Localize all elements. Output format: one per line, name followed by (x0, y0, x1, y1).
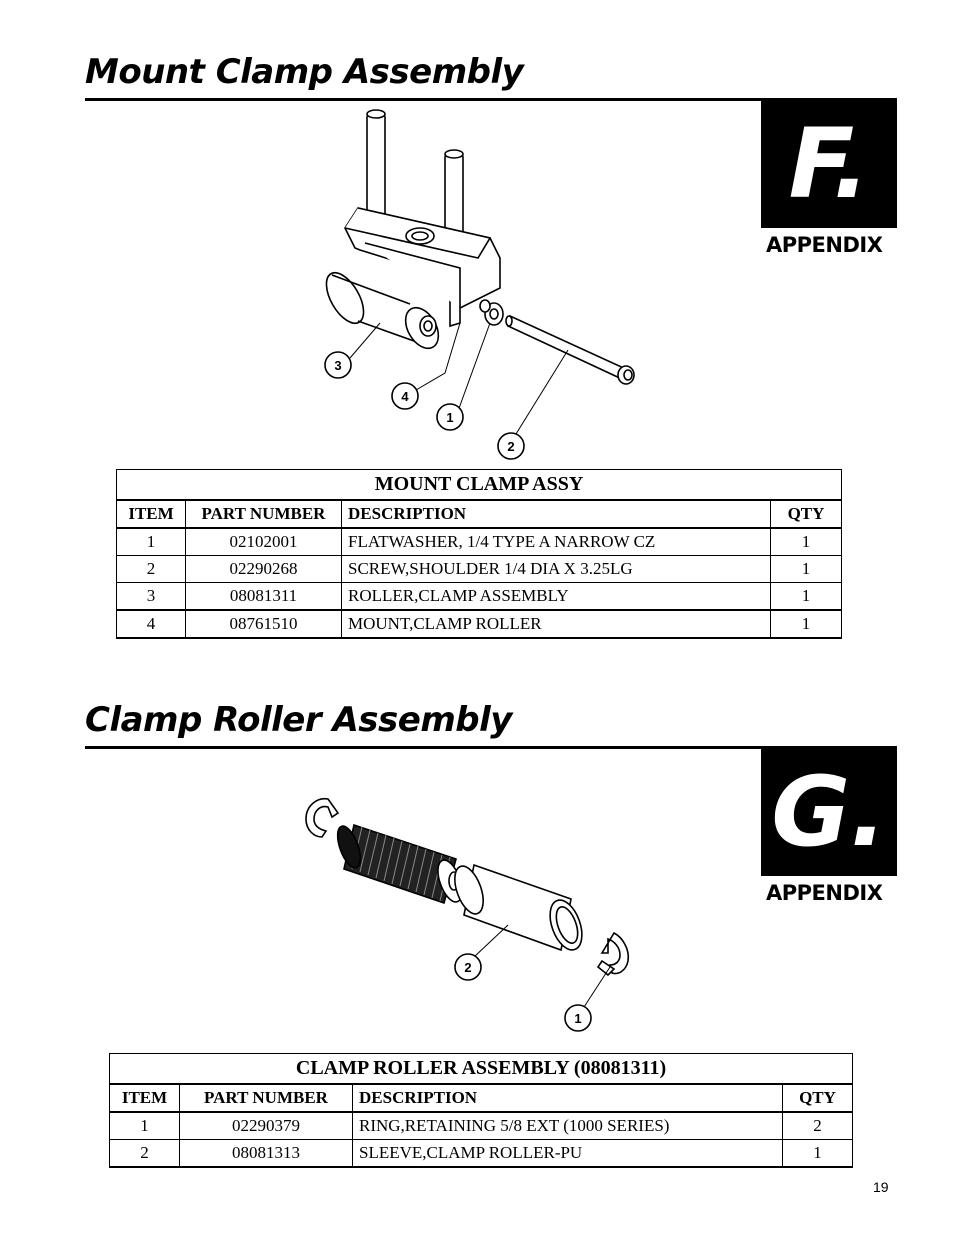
svg-text:2: 2 (464, 960, 472, 975)
svg-text:3: 3 (334, 358, 342, 373)
cell-item: 2 (117, 556, 186, 583)
svg-text:1: 1 (574, 1011, 582, 1026)
cell-part-number: 08081311 (186, 583, 342, 611)
cell-part-number: 02290268 (186, 556, 342, 583)
cell-qty: 1 (771, 528, 842, 556)
col-header-part-number: PART NUMBER (180, 1084, 353, 1112)
cell-qty: 1 (771, 610, 842, 638)
cell-item: 1 (117, 528, 186, 556)
cell-description: SLEEVE,CLAMP ROLLER-PU (353, 1140, 783, 1168)
table-row (117, 528, 842, 556)
col-header-item: ITEM (117, 500, 186, 528)
table-row (117, 583, 842, 611)
table-row (117, 610, 842, 638)
svg-text:1: 1 (446, 410, 454, 425)
table-caption: MOUNT CLAMP ASSY (117, 470, 842, 501)
col-header-description: DESCRIPTION (353, 1084, 783, 1112)
cell-description: ROLLER,CLAMP ASSEMBLY (342, 583, 771, 611)
clamp-roller-parts-table (109, 1053, 853, 1168)
cell-qty: 1 (771, 556, 842, 583)
cell-part-number: 08081313 (180, 1140, 353, 1168)
cell-item: 1 (110, 1112, 180, 1140)
cell-description: FLATWASHER, 1/4 TYPE A NARROW CZ (342, 528, 771, 556)
mount-clamp-parts-table (116, 469, 842, 639)
callout-1 (437, 404, 463, 430)
cell-item: 3 (117, 583, 186, 611)
clamp-roller-diagram (296, 785, 646, 1040)
cell-item: 4 (117, 610, 186, 638)
table-row (110, 1140, 853, 1168)
cell-qty: 2 (783, 1112, 853, 1140)
svg-text:4: 4 (401, 389, 409, 404)
callout-2 (455, 954, 481, 980)
col-header-qty: QTY (771, 500, 842, 528)
cell-description: SCREW,SHOULDER 1/4 DIA X 3.25LG (342, 556, 771, 583)
table-caption: CLAMP ROLLER ASSEMBLY (08081311) (110, 1054, 853, 1085)
callout-4 (392, 383, 418, 409)
callout-1 (565, 1005, 591, 1031)
appendix-tab-f: F. (761, 100, 897, 228)
mount-clamp-diagram (310, 108, 650, 468)
svg-text:2: 2 (507, 439, 515, 454)
cell-qty: 1 (771, 583, 842, 611)
cell-description: MOUNT,CLAMP ROLLER (342, 610, 771, 638)
appendix-label-g: APPENDIX (766, 881, 883, 905)
col-header-item: ITEM (110, 1084, 180, 1112)
cell-part-number: 02290379 (180, 1112, 353, 1140)
section-title-mount-clamp: Mount Clamp Assembly (85, 52, 524, 92)
col-header-description: DESCRIPTION (342, 500, 771, 528)
callout-2 (498, 433, 524, 459)
appendix-label-f: APPENDIX (766, 233, 883, 257)
col-header-part-number: PART NUMBER (186, 500, 342, 528)
callout-3 (325, 352, 351, 378)
cell-description: RING,RETAINING 5/8 EXT (1000 SERIES) (353, 1112, 783, 1140)
cell-item: 2 (110, 1140, 180, 1168)
page-number: 19 (873, 1179, 889, 1195)
col-header-qty: QTY (783, 1084, 853, 1112)
section-title-clamp-roller: Clamp Roller Assembly (85, 700, 512, 740)
appendix-tab-g: G. (761, 748, 897, 876)
cell-part-number: 08761510 (186, 610, 342, 638)
cell-part-number: 02102001 (186, 528, 342, 556)
cell-qty: 1 (783, 1140, 853, 1168)
table-row (110, 1112, 853, 1140)
table-row (117, 556, 842, 583)
